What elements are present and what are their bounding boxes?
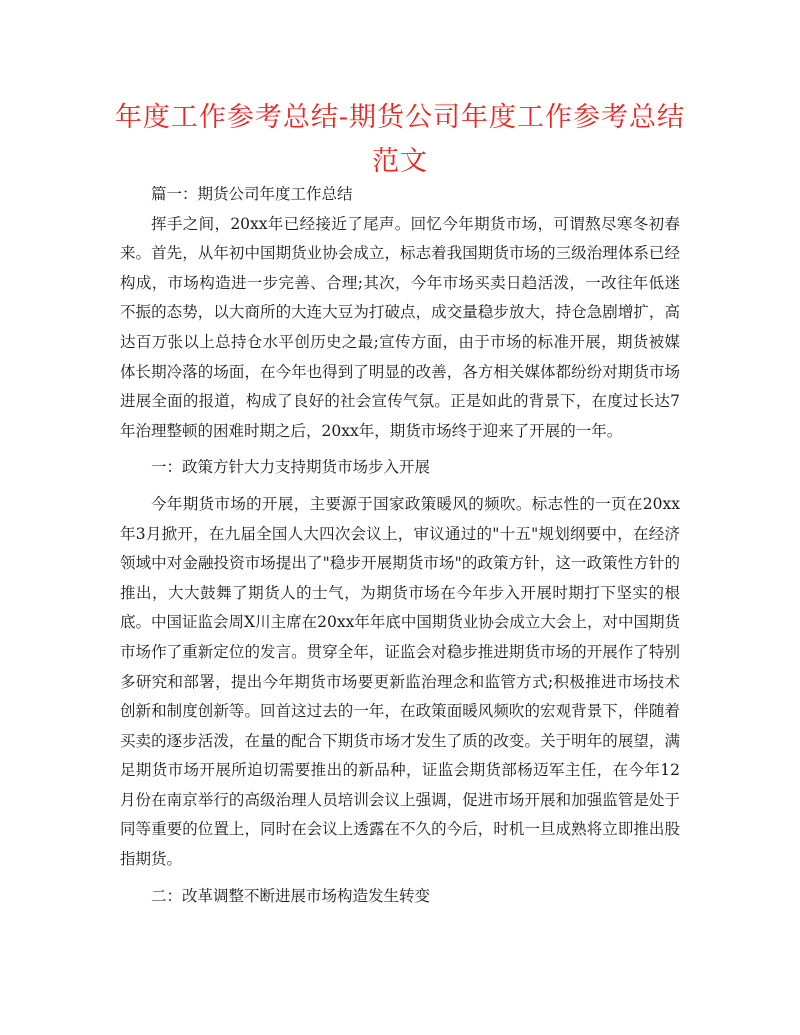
section-heading-reform: 二：改革调整不断进展市场构造发生转变 (151, 886, 431, 905)
paragraph-intro: 挥手之间，20xx年已经接近了尾声。回忆今年期货市场，可谓熬尽寒冬初春来。首先，从年初中国期货业协会成立，标志着我国期货市场的三级治理体系已经构成，市场构造进一步完善、合理;其次，今年市场买卖日趋活泼，一改往年低迷不振的态势，以大商所的大连大豆为打破点，成交量稳步放大，持仓急剧增扩，高达百万张以上总持仓水平创历史之最;宣传方面，由于市场的标准开展，期货被媒体长期冷落的场面，在今年也得到了明显的改善，各方相关媒体都纷纷对期货市场进展全面的报道，构成了良好的社会宣传气氛。正是如此的背景下，在度过长达7年治理整顿的困难时期之后，20xx年，期货市场终于迎来了开展的一年。 (120, 214, 680, 440)
document-title: 年度工作参考总结-期货公司年度工作参考总结范文 (114, 102, 686, 177)
section-label: 篇一：期货公司年度工作总结 (151, 185, 353, 203)
section-heading-policy: 一：政策方针大力支持期货市场步入开展 (151, 458, 431, 477)
document-body (120, 180, 680, 911)
paragraph-policy: 今年期货市场的开展，主要源于国家政策暖风的频吹。标志性的一页在20xx年3月掀开，在九届全国人大四次会议上，审议通过的"十五"规划纲要中，在经济领域中对金融投资市场提出了"稳步开展期货市场"的政策方针，这一政策性方针的推出，大大鼓舞了期货人的士气，为期货市场在今年步入开展时期打下坚实的根底。中国证监会周X川主席在20xx年年底中国期货业协会成立大会上，对中国期货市场作了重新定位的发言。贯穿全年，证监会对稳步推进期货市场的开展作了特别多研究和部署，提出今年期货市场要更新监治理念和监管方式;积极推进市场技术创新和制度创新等。回首这过去的一年，在政策面暖风频吹的宏观背景下，伴随着买卖的逐步活泼，在量的配合下期货市场才发生了质的改变。关于明年的展望，满足期货市场开展所迫切需要推出的新品种，证监会期货部杨迈军主任，在今年12月份在南京举行的高级治理人员培训会议上强调，促进市场开展和加强监管是处于同等重要的位置上，同时在会议上透露在不久的今后，时机一旦成熟将立即推出股指期货。 (120, 494, 680, 869)
